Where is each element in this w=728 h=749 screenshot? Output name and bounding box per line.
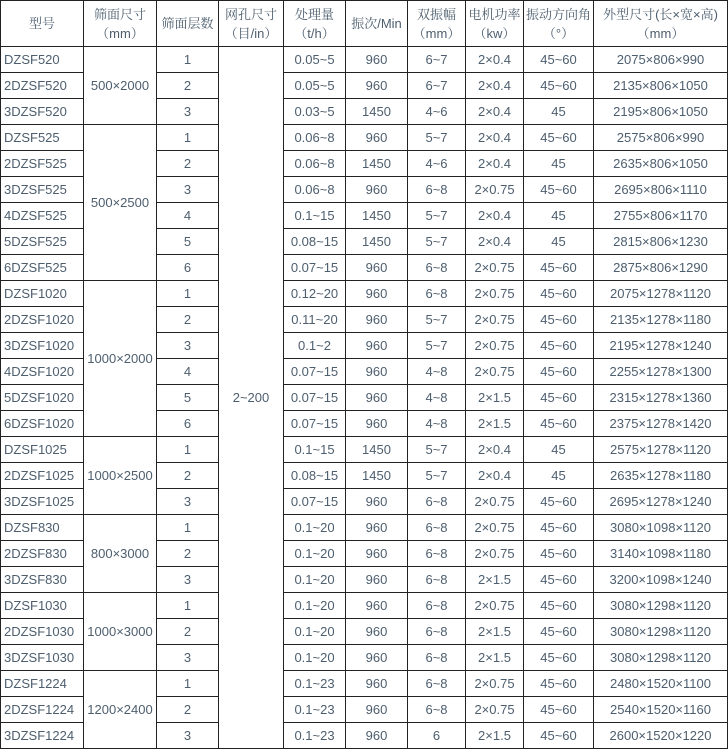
layers-cell: 3 [157,723,219,749]
angle-cell: 45~60 [524,645,594,671]
frequency-cell: 1450 [346,151,408,177]
capacity-cell: 0.1~20 [284,567,346,593]
angle-cell: 45~60 [524,73,594,99]
amplitude-cell: 5~7 [408,333,466,359]
header-dimensions-unit: （mm） [636,25,685,41]
header-mesh-size-label: 网孔尺寸 [224,6,277,22]
header-angle-label: 振动方向角 [525,6,591,22]
dimensions-cell: 3140×1098×1180 [594,541,728,567]
power-cell: 2×0.75 [466,593,524,619]
layers-cell: 1 [157,437,219,463]
header-frequency [346,1,408,47]
angle-cell: 45~60 [524,697,594,723]
power-cell: 2×0.75 [466,697,524,723]
frequency-cell: 960 [346,307,408,333]
frequency-cell: 960 [346,567,408,593]
layers-cell: 3 [157,645,219,671]
angle-cell: 45 [524,203,594,229]
dimensions-cell: 2075×1278×1120 [594,281,728,307]
dimensions-cell: 2695×1278×1240 [594,489,728,515]
capacity-cell: 0.12~20 [284,281,346,307]
angle-cell: 45~60 [524,47,594,73]
header-capacity-unit: （t/h） [294,25,335,41]
table-row [1,593,728,619]
angle-cell: 45~60 [524,541,594,567]
dimensions-cell: 2195×806×1050 [594,99,728,125]
header-screen-size [84,1,157,47]
power-cell: 2×1.5 [466,411,524,437]
dimensions-cell: 3080×1298×1120 [594,645,728,671]
angle-cell: 45~60 [524,671,594,697]
power-cell: 2×1.5 [466,567,524,593]
angle-cell: 45~60 [524,567,594,593]
power-cell: 2×1.5 [466,645,524,671]
dimensions-cell: 2135×806×1050 [594,73,728,99]
frequency-cell: 960 [346,47,408,73]
amplitude-cell: 4~8 [408,411,466,437]
capacity-cell: 0.06~8 [284,177,346,203]
amplitude-cell: 6~8 [408,541,466,567]
header-screen-size-label: 筛面尺寸 [93,6,146,22]
amplitude-cell: 6~8 [408,593,466,619]
angle-cell: 45 [524,151,594,177]
angle-cell: 45~60 [524,177,594,203]
layers-cell: 2 [157,697,219,723]
model-cell: 5DZSF1020 [1,385,84,411]
layers-cell: 1 [157,47,219,73]
model-cell: 5DZSF525 [1,229,84,255]
header-row [1,1,728,47]
angle-cell: 45~60 [524,125,594,151]
frequency-cell: 960 [346,489,408,515]
model-cell: 2DZSF525 [1,151,84,177]
frequency-cell: 960 [346,385,408,411]
dimensions-cell: 2315×1278×1360 [594,385,728,411]
power-cell: 2×0.75 [466,671,524,697]
angle-cell: 45~60 [524,281,594,307]
amplitude-cell: 5~7 [408,307,466,333]
frequency-cell: 1450 [346,437,408,463]
amplitude-cell: 6 [408,723,466,749]
dimensions-cell: 3080×1098×1120 [594,515,728,541]
dimensions-cell: 2540×1520×1160 [594,697,728,723]
angle-cell: 45~60 [524,359,594,385]
power-cell: 2×0.75 [466,489,524,515]
angle-cell: 45~60 [524,385,594,411]
amplitude-cell: 4~6 [408,99,466,125]
layers-cell: 3 [157,99,219,125]
amplitude-cell: 6~8 [408,671,466,697]
layers-cell: 1 [157,125,219,151]
layers-cell: 1 [157,593,219,619]
table-row [1,281,728,307]
angle-cell: 45 [524,437,594,463]
angle-cell: 45~60 [524,723,594,749]
capacity-cell: 0.05~5 [284,73,346,99]
amplitude-cell: 6~8 [408,255,466,281]
amplitude-cell: 6~8 [408,489,466,515]
header-power [466,1,524,47]
header-layers [157,1,219,47]
frequency-cell: 960 [346,125,408,151]
power-cell: 2×0.4 [466,229,524,255]
capacity-cell: 0.06~8 [284,151,346,177]
angle-cell: 45 [524,463,594,489]
model-cell: 3DZSF525 [1,177,84,203]
model-cell: 2DZSF1020 [1,307,84,333]
model-cell: 2DZSF830 [1,541,84,567]
amplitude-cell: 6~8 [408,645,466,671]
power-cell: 2×0.4 [466,99,524,125]
amplitude-cell: 5~7 [408,463,466,489]
header-model-label: 型号 [28,16,55,31]
angle-cell: 45~60 [524,515,594,541]
power-cell: 2×0.75 [466,359,524,385]
angle-cell: 45~60 [524,619,594,645]
power-cell: 2×0.75 [466,281,524,307]
model-cell: DZSF525 [1,125,84,151]
dimensions-cell: 2075×806×990 [594,47,728,73]
model-cell: 2DZSF1030 [1,619,84,645]
screen-size-cell: 500×2000 [84,47,157,125]
header-model [1,1,84,47]
screen-size-cell: 800×3000 [84,515,157,593]
model-cell: DZSF1025 [1,437,84,463]
power-cell: 2×0.4 [466,437,524,463]
layers-cell: 2 [157,151,219,177]
header-frequency-label: 振次/Min [351,16,402,31]
header-angle [524,1,594,47]
amplitude-cell: 6~8 [408,281,466,307]
angle-cell: 45~60 [524,333,594,359]
frequency-cell: 960 [346,333,408,359]
frequency-cell: 960 [346,541,408,567]
dimensions-cell: 2255×1278×1300 [594,359,728,385]
amplitude-cell: 6~7 [408,73,466,99]
angle-cell: 45~60 [524,593,594,619]
mesh-size-cell: 2~200 [219,47,284,749]
model-cell: 3DZSF1224 [1,723,84,749]
power-cell: 2×0.4 [466,73,524,99]
power-cell: 2×0.4 [466,203,524,229]
model-cell: 6DZSF1020 [1,411,84,437]
capacity-cell: 0.1~15 [284,437,346,463]
dimensions-cell: 3080×1298×1120 [594,619,728,645]
model-cell: DZSF830 [1,515,84,541]
frequency-cell: 960 [346,281,408,307]
power-cell: 2×0.4 [466,463,524,489]
amplitude-cell: 4~8 [408,385,466,411]
frequency-cell: 1450 [346,99,408,125]
frequency-cell: 960 [346,177,408,203]
power-cell: 2×1.5 [466,385,524,411]
model-cell: 2DZSF1224 [1,697,84,723]
frequency-cell: 960 [346,73,408,99]
capacity-cell: 0.1~20 [284,619,346,645]
frequency-cell: 960 [346,619,408,645]
capacity-cell: 0.05~5 [284,47,346,73]
angle-cell: 45~60 [524,489,594,515]
amplitude-cell: 6~8 [408,177,466,203]
amplitude-cell: 6~8 [408,619,466,645]
power-cell: 2×0.75 [466,541,524,567]
header-capacity [284,1,346,47]
screen-size-cell: 1000×3000 [84,593,157,671]
frequency-cell: 960 [346,411,408,437]
power-cell: 2×0.75 [466,307,524,333]
capacity-cell: 0.1~23 [284,697,346,723]
header-angle-unit: （°） [542,25,575,41]
capacity-cell: 0.08~15 [284,229,346,255]
table-row [1,515,728,541]
layers-cell: 2 [157,619,219,645]
model-cell: 3DZSF1030 [1,645,84,671]
header-screen-size-unit: （mm） [96,25,144,41]
amplitude-cell: 5~7 [408,125,466,151]
capacity-cell: 0.1~23 [284,671,346,697]
header-mesh-size [219,1,284,47]
angle-cell: 45~60 [524,255,594,281]
capacity-cell: 0.07~15 [284,359,346,385]
header-amplitude [408,1,466,47]
amplitude-cell: 6~7 [408,47,466,73]
header-power-unit: （kw） [473,25,516,41]
capacity-cell: 0.07~15 [284,255,346,281]
capacity-cell: 0.11~20 [284,307,346,333]
frequency-cell: 1450 [346,229,408,255]
power-cell: 2×0.4 [466,47,524,73]
capacity-cell: 0.1~15 [284,203,346,229]
capacity-cell: 0.1~23 [284,723,346,749]
power-cell: 2×0.4 [466,151,524,177]
header-amplitude-unit: （mm） [412,25,461,41]
dimensions-cell: 2480×1520×1100 [594,671,728,697]
layers-cell: 2 [157,463,219,489]
power-cell: 2×0.75 [466,177,524,203]
capacity-cell: 0.08~15 [284,463,346,489]
amplitude-cell: 5~7 [408,229,466,255]
angle-cell: 45~60 [524,307,594,333]
layers-cell: 3 [157,177,219,203]
layers-cell: 1 [157,281,219,307]
capacity-cell: 0.1~20 [284,515,346,541]
frequency-cell: 960 [346,671,408,697]
layers-cell: 3 [157,333,219,359]
amplitude-cell: 5~7 [408,437,466,463]
dimensions-cell: 2695×806×1110 [594,177,728,203]
header-layers-label: 筛面层数 [161,16,214,31]
amplitude-cell: 4~8 [408,359,466,385]
header-amplitude-label: 双振幅 [416,6,456,22]
layers-cell: 3 [157,567,219,593]
table-row [1,125,728,151]
dimensions-cell: 2875×806×1290 [594,255,728,281]
header-power-label: 电机功率 [468,6,521,22]
model-cell: 3DZSF1020 [1,333,84,359]
table-row [1,437,728,463]
dimensions-cell: 3080×1298×1120 [594,593,728,619]
dimensions-cell: 2635×1278×1180 [594,463,728,489]
power-cell: 2×0.4 [466,125,524,151]
layers-cell: 4 [157,359,219,385]
frequency-cell: 960 [346,723,408,749]
header-mesh-size-unit: （目/in） [224,25,278,41]
layers-cell: 2 [157,73,219,99]
power-cell: 2×1.5 [466,723,524,749]
model-cell: 3DZSF520 [1,99,84,125]
frequency-cell: 1450 [346,463,408,489]
model-cell: 4DZSF525 [1,203,84,229]
capacity-cell: 0.03~5 [284,99,346,125]
capacity-cell: 0.1~20 [284,645,346,671]
header-capacity-label: 处理量 [294,6,334,22]
capacity-cell: 0.1~20 [284,593,346,619]
model-cell: DZSF520 [1,47,84,73]
layers-cell: 1 [157,515,219,541]
dimensions-cell: 3200×1098×1240 [594,567,728,593]
power-cell: 2×0.75 [466,255,524,281]
spec-table-header [1,1,728,47]
screen-size-cell: 1000×2000 [84,281,157,437]
angle-cell: 45~60 [524,411,594,437]
layers-cell: 6 [157,255,219,281]
capacity-cell: 0.07~15 [284,385,346,411]
dimensions-cell: 2135×1278×1180 [594,307,728,333]
model-cell: DZSF1020 [1,281,84,307]
layers-cell: 2 [157,541,219,567]
frequency-cell: 960 [346,593,408,619]
capacity-cell: 0.06~8 [284,125,346,151]
model-cell: DZSF1030 [1,593,84,619]
layers-cell: 5 [157,385,219,411]
frequency-cell: 960 [346,645,408,671]
power-cell: 2×1.5 [466,619,524,645]
screen-size-cell: 1200×2400 [84,671,157,749]
header-dimensions-label: 外型尺寸(长×宽×高) [603,6,718,22]
header-dimensions [594,1,728,47]
dimensions-cell: 2575×1278×1120 [594,437,728,463]
dimensions-cell: 2815×806×1230 [594,229,728,255]
layers-cell: 3 [157,489,219,515]
capacity-cell: 0.07~15 [284,489,346,515]
spec-table-body [1,47,728,749]
table-row [1,671,728,697]
capacity-cell: 0.07~15 [284,411,346,437]
model-cell: 6DZSF525 [1,255,84,281]
screen-size-cell: 500×2500 [84,125,157,281]
amplitude-cell: 6~8 [408,567,466,593]
model-cell: 4DZSF1020 [1,359,84,385]
frequency-cell: 1450 [346,203,408,229]
model-cell: 2DZSF520 [1,73,84,99]
layers-cell: 4 [157,203,219,229]
dimensions-cell: 2635×806×1050 [594,151,728,177]
dimensions-cell: 2755×806×1170 [594,203,728,229]
amplitude-cell: 6~8 [408,697,466,723]
dimensions-cell: 2195×1278×1240 [594,333,728,359]
model-cell: 2DZSF1025 [1,463,84,489]
layers-cell: 1 [157,671,219,697]
model-cell: DZSF1224 [1,671,84,697]
capacity-cell: 0.1~20 [284,541,346,567]
table-row [1,47,728,73]
layers-cell: 6 [157,411,219,437]
amplitude-cell: 4~6 [408,151,466,177]
dimensions-cell: 2375×1278×1420 [594,411,728,437]
frequency-cell: 960 [346,359,408,385]
capacity-cell: 0.1~2 [284,333,346,359]
layers-cell: 2 [157,307,219,333]
frequency-cell: 960 [346,515,408,541]
model-cell: 3DZSF830 [1,567,84,593]
screen-size-cell: 1000×2500 [84,437,157,515]
frequency-cell: 960 [346,255,408,281]
amplitude-cell: 6~8 [408,515,466,541]
dimensions-cell: 2575×806×990 [594,125,728,151]
angle-cell: 45 [524,229,594,255]
model-cell: 3DZSF1025 [1,489,84,515]
frequency-cell: 960 [346,697,408,723]
power-cell: 2×0.75 [466,515,524,541]
amplitude-cell: 5~7 [408,203,466,229]
power-cell: 2×0.75 [466,333,524,359]
angle-cell: 45 [524,99,594,125]
dimensions-cell: 2600×1520×1220 [594,723,728,749]
layers-cell: 5 [157,229,219,255]
